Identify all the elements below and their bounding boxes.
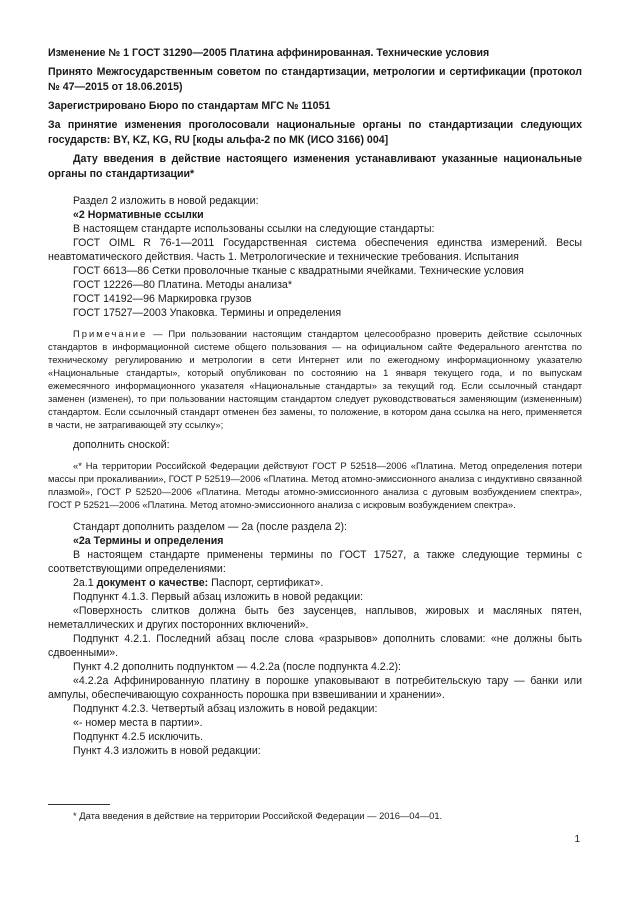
term-definition-text: Паспорт, сертификат». bbox=[208, 577, 324, 589]
registration-statement: Зарегистрировано Бюро по стандартам МГС № 11051 bbox=[48, 100, 331, 112]
reference-item: ГОСТ 6613—86 Сетки проволочные тканые с квадратными ячейками. Технические условия bbox=[73, 265, 524, 277]
voting-statement: За принятие изменения проголосовали национальные органы по стандартизации следующих государств: BY, KZ, KG, RU [коды альфа-2 по МК (ИСО 3166) 004] bbox=[48, 119, 582, 146]
section-2a-heading bbox=[48, 534, 582, 548]
reference-item: ГОСТ OIML R 76-1—2011 Государственная система обеспечения единства измерений. Весы неавтоматического действия. Часть 1. Метрологические и технические требования. Испытания bbox=[48, 237, 582, 263]
section-2-heading-text: 2 Нормативные ссылки bbox=[78, 209, 204, 221]
note-label: Примечание bbox=[73, 328, 148, 339]
section-2-lead: В настоящем стандарте использованы ссылки на следующие стандарты: bbox=[73, 223, 435, 235]
change-paragraph: Подпункт 4.1.3. Первый абзац изложить в новой редакции: bbox=[73, 591, 364, 603]
inserted-footnote: «* На территории Российской Федерации действуют ГОСТ Р 52518—2006 «Платина. Метод определения потери массы при прокаливании», ГОСТ Р 52519—2006 «Платина. Метод атомно-эмиссионного анализа с индуктивно связанной плазмой», ГОСТ Р 52520—2006 «Платина. Методы атомно-эмиссионного анализа с дуговым возбуждением спектра», ГОСТ Р 52521—2006 «Платина. Метод атомно-эмиссионного анализа с искровым возбуждением спектра». bbox=[48, 460, 582, 510]
adopted-statement: Принято Межгосударственным советом по стандартизации, метрологии и сертификации (протокол № 47—2015 от 18.06.2015) bbox=[48, 66, 582, 93]
section-2-heading bbox=[48, 208, 582, 222]
change-paragraph: Подпункт 4.2.1. Последний абзац после слова «разрывов» дополнить словами: «не должны быть сдвоенными». bbox=[48, 633, 582, 659]
footnote-divider bbox=[48, 804, 110, 805]
change-paragraph: Подпункт 4.2.3. Четвертый абзац изложить в новой редакции: bbox=[73, 703, 378, 715]
term-number: 2а.1 bbox=[73, 577, 97, 589]
change-paragraph: «Поверхность слитков должна быть без заусенцев, наплывов, жировых и масляных пятен, неметаллических и других посторонних включений». bbox=[48, 605, 582, 631]
term-name: документ о качестве: bbox=[96, 577, 209, 589]
section-2-block bbox=[48, 194, 582, 511]
section-2-intro: Раздел 2 изложить в новой редакции: bbox=[73, 195, 259, 207]
reference-item: ГОСТ 12226—80 Платина. Методы анализа* bbox=[73, 279, 292, 291]
section-2a-heading-text: 2а Термины и определения bbox=[78, 535, 224, 547]
section-2a-intro: Стандарт дополнить разделом — 2а (после раздела 2): bbox=[73, 521, 347, 533]
reference-item: ГОСТ 14192—96 Маркировка грузов bbox=[73, 293, 252, 305]
amendment-title: Изменение № 1 ГОСТ 31290—2005 Платина аффинированная. Технические условия bbox=[48, 47, 490, 59]
page-footnote: * Дата введения в действие на территории Российской Федерации — 2016—04—01. bbox=[73, 810, 443, 821]
change-paragraph: «4.2.2а Аффинированную платину в порошке упаковывают в потребительскую тару — банки или ампулы, обеспечивающую сохранность порошка при взвешивании и хранении». bbox=[48, 675, 582, 701]
add-footnote-instruction: дополнить сноской: bbox=[73, 439, 170, 451]
change-paragraph: Подпункт 4.2.5 исключить. bbox=[73, 731, 204, 743]
page-number: 1 bbox=[574, 834, 580, 845]
change-paragraph: «- номер места в партии». bbox=[73, 717, 203, 729]
reference-item: ГОСТ 17527—2003 Упаковка. Термины и определения bbox=[73, 307, 342, 319]
term-definition bbox=[48, 576, 582, 590]
section-2a-lead: В настоящем стандарте применены термины по ГОСТ 17527, а также следующие термины с соответствующими определениями: bbox=[48, 549, 582, 575]
change-paragraph: Пункт 4.3 изложить в новой редакции: bbox=[73, 745, 261, 757]
note-paragraph bbox=[48, 327, 582, 431]
note-text: — При пользовании настоящим стандартом целесообразно проверить действие ссылочных стандартов в информационной системе общего пользования — на официальном сайте Федерального агентства по техническому регулированию и метрологии в сети Интернет или по ежегодному информационному указателю «Национальные стандарты», который опубликован по состоянию на 1 января текущего года, и по выпускам ежемесячного информационного указателя «Национальные стандарты» за текущий год. Если ссылочный стандарт заменен (изменен), то при пользовании настоящим стандартом следует руководствоваться заменяющим (измененным) стандартом. Если ссылочный стандарт отменен без замены, то положение, в котором дана ссылка на него, применяется в части, не затрагивающей эту ссылку»; bbox=[48, 328, 582, 430]
effective-date-statement: Дату введения в действие настоящего изменения устанавливают указанные национальные органы по стандартизации* bbox=[48, 153, 582, 180]
change-paragraph: Пункт 4.2 дополнить подпунктом — 4.2.2а (после подпункта 4.2.2): bbox=[73, 661, 401, 673]
section-2a-heading-quote: « bbox=[73, 535, 79, 547]
section-2-heading-quote: « bbox=[73, 209, 79, 221]
changes-block bbox=[48, 590, 582, 758]
document-page bbox=[48, 46, 582, 758]
section-2a-block bbox=[48, 520, 582, 590]
